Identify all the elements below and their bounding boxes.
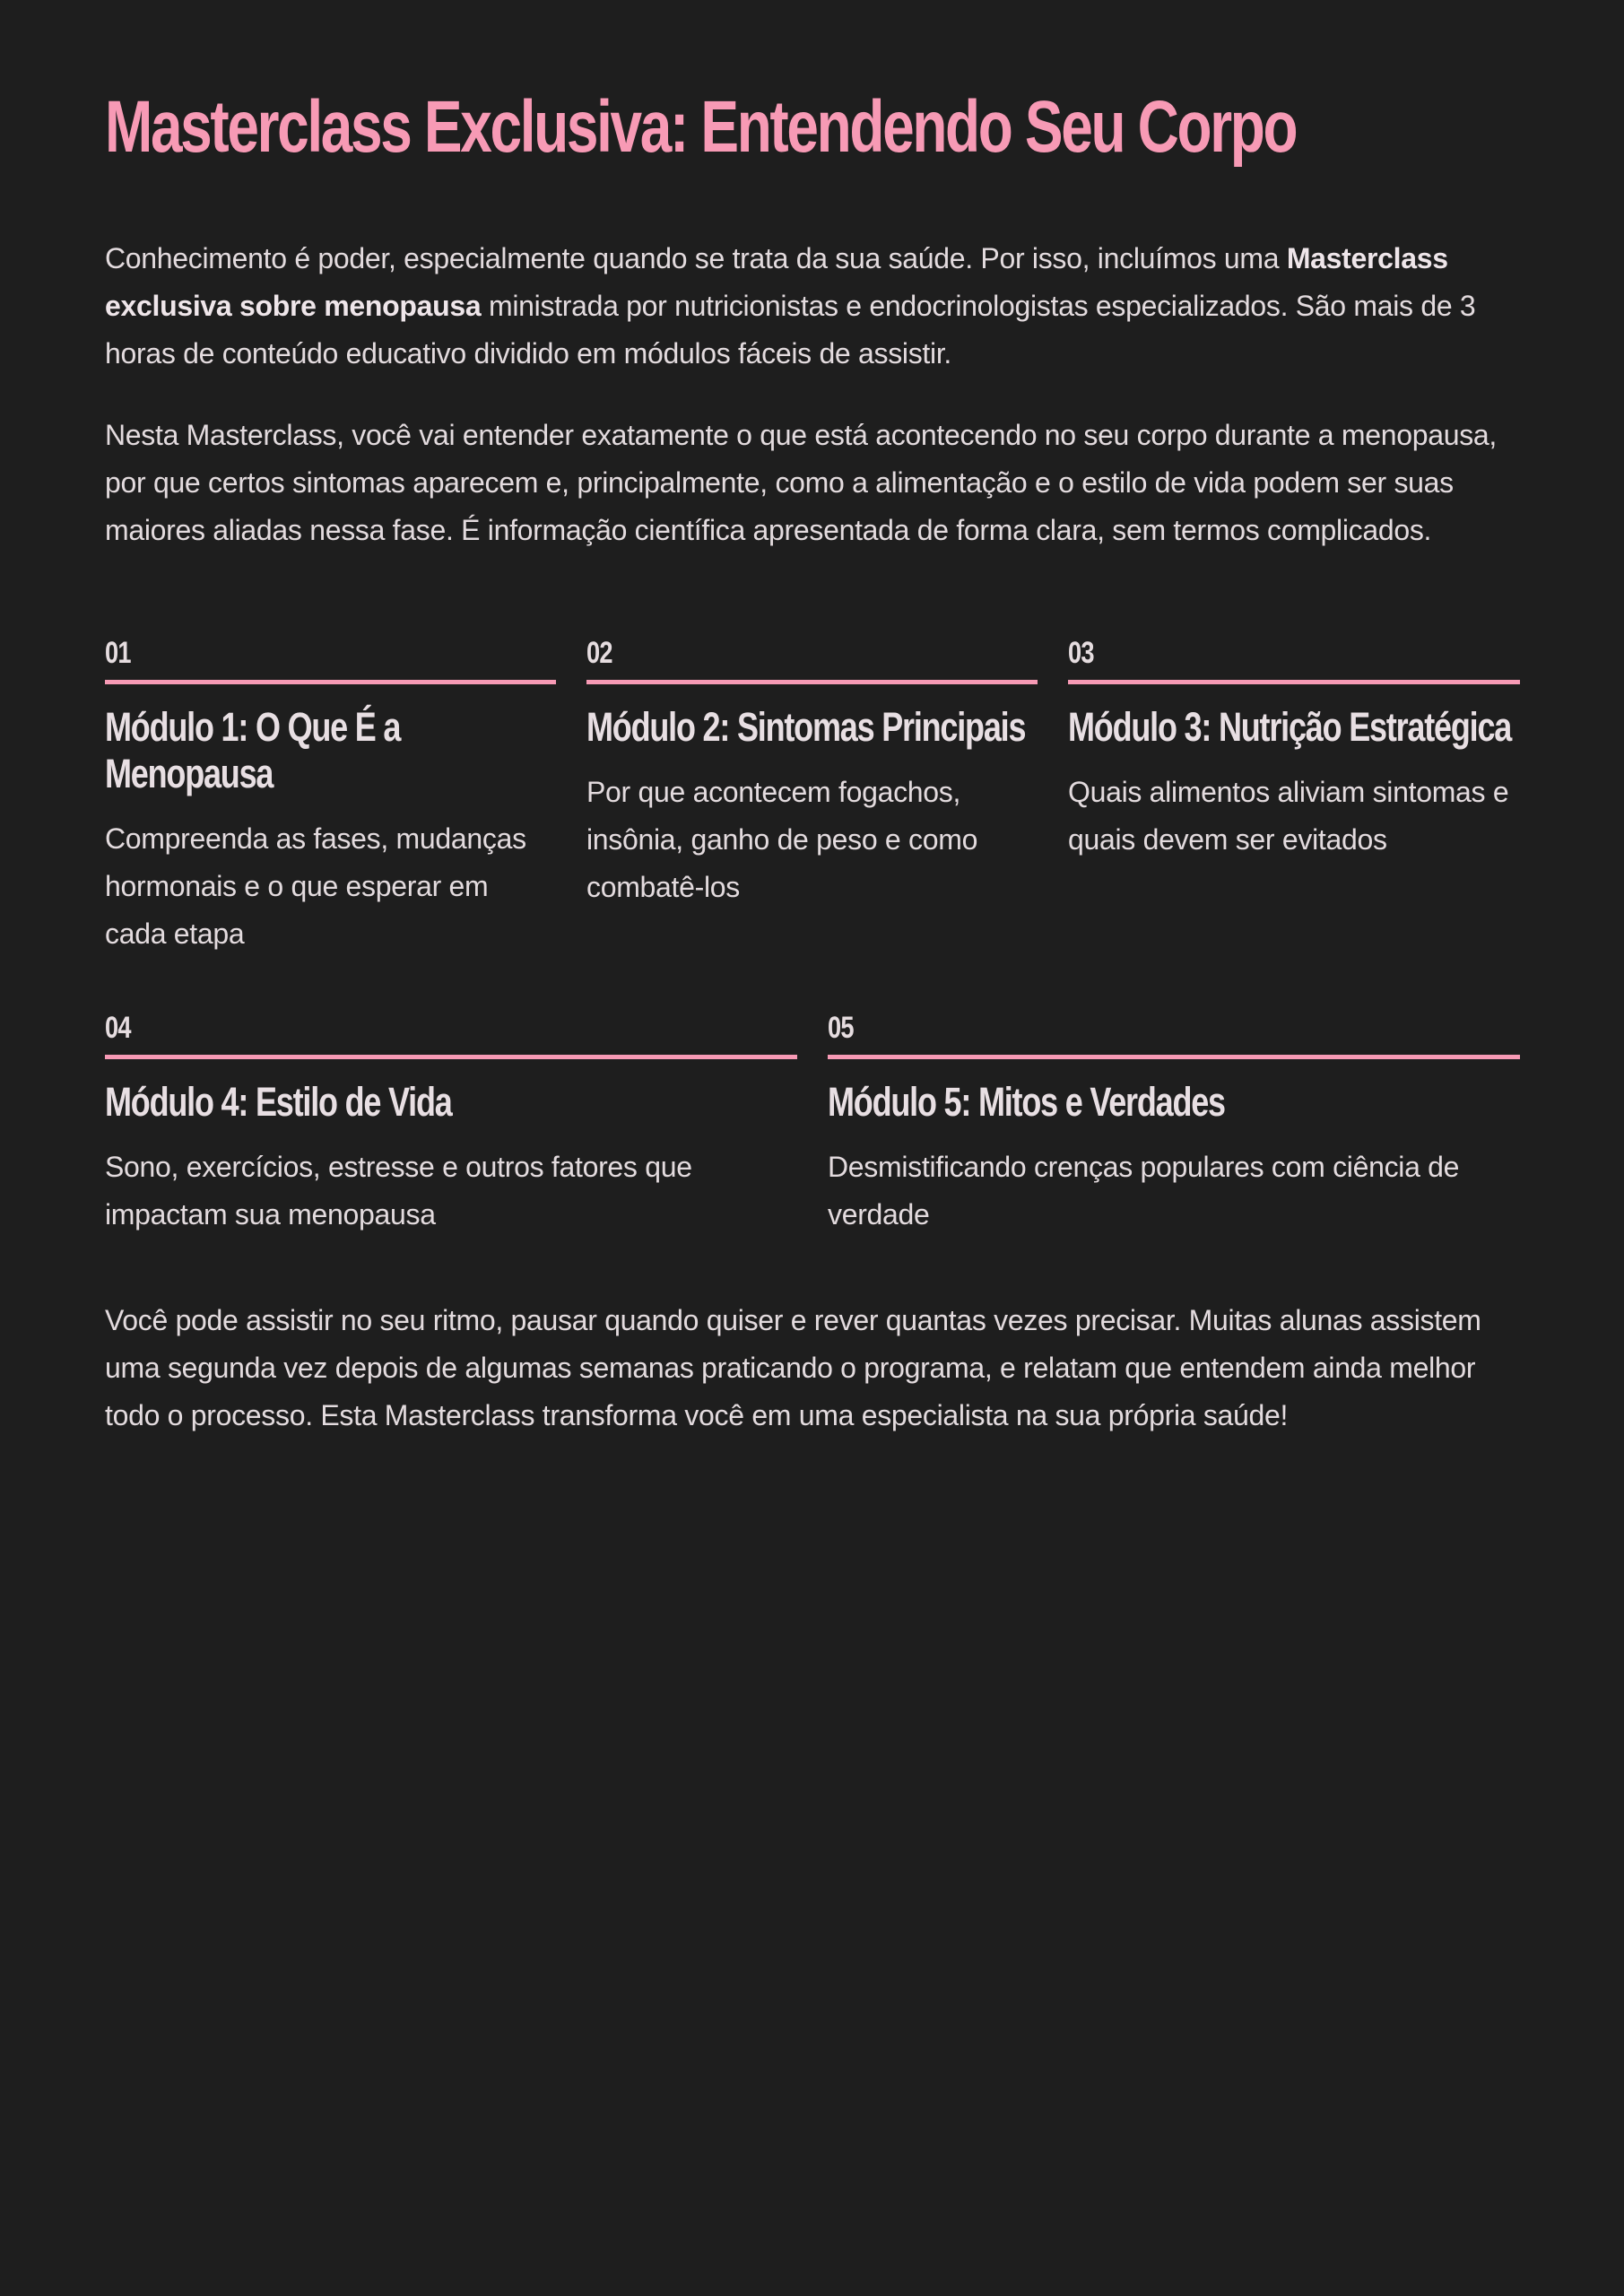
module-card-1: [105, 635, 556, 958]
module-description: Sono, exercícios, estresse e outros fatores que impactam sua menopausa: [105, 1151, 692, 1231]
intro-paragraph: [105, 235, 1520, 378]
module-description: Quais alimentos aliviam sintomas e quais devem ser evitados: [1068, 776, 1509, 856]
closing-paragraph: Você pode assistir no seu ritmo, pausar quando quiser e rever quantas vezes precisar. Muitas alunas assistem uma segunda vez depois de algumas semanas praticando o programa, e relatam que entendem ainda melhor todo o processo. Esta Masterclass transforma você em uma especialista na sua própria saúde!: [105, 1304, 1481, 1431]
module-divider: [105, 680, 556, 684]
page-title: Masterclass Exclusiva: Entendendo Seu Corpo: [105, 86, 1297, 168]
module-card-4: [105, 1010, 797, 1239]
module-divider: [105, 1055, 797, 1059]
module-card-3: [1068, 635, 1520, 864]
module-title: Módulo 5: Mitos e Verdades: [828, 1079, 1225, 1125]
module-number: 01: [105, 636, 131, 670]
module-card-5: [828, 1010, 1520, 1239]
module-description: Desmistificando crenças populares com ciência de verdade: [828, 1151, 1460, 1231]
description-paragraph: Nesta Masterclass, você vai entender exatamente o que está acontecendo no seu corpo durante a menopausa, por que certos sintomas aparecem e, principalmente, como a alimentação e o estilo de vida podem ser suas maiores aliadas nessa fase. É informação científica apresentada de forma clara, sem termos complicados.: [105, 419, 1498, 546]
module-title: Módulo 3: Nutrição Estratégica: [1068, 704, 1512, 750]
module-card-2: [586, 635, 1038, 911]
intro-text-start: Conhecimento é poder, especialmente quando se trata da sua saúde. Por isso, incluímos uma: [105, 242, 1287, 274]
module-number: 05: [828, 1011, 854, 1045]
intro-highlight: Masterclass exclusiva sobre menopausa: [105, 242, 1448, 322]
intro-text-end: ministrada por nutricionistas e endocrinologistas especializados. São mais de 3 horas de conteúdo educativo dividido em módulos fáceis de assistir.: [105, 290, 1476, 370]
module-title: Módulo 4: Estilo de Vida: [105, 1079, 452, 1125]
module-number: 02: [586, 636, 612, 670]
module-number: 04: [105, 1011, 131, 1045]
module-title: Módulo 2: Sintomas Principais: [586, 704, 1026, 750]
module-divider: [1068, 680, 1520, 684]
module-number: 03: [1068, 636, 1094, 670]
module-divider: [828, 1055, 1520, 1059]
module-description: Por que acontecem fogachos, insônia, ganho de peso e como combatê-los: [586, 776, 978, 903]
module-divider: [586, 680, 1038, 684]
module-title: Módulo 1: O Que É a Menopausa: [105, 704, 401, 796]
module-description: Compreenda as fases, mudanças hormonais e o que esperar em cada etapa: [105, 822, 526, 950]
